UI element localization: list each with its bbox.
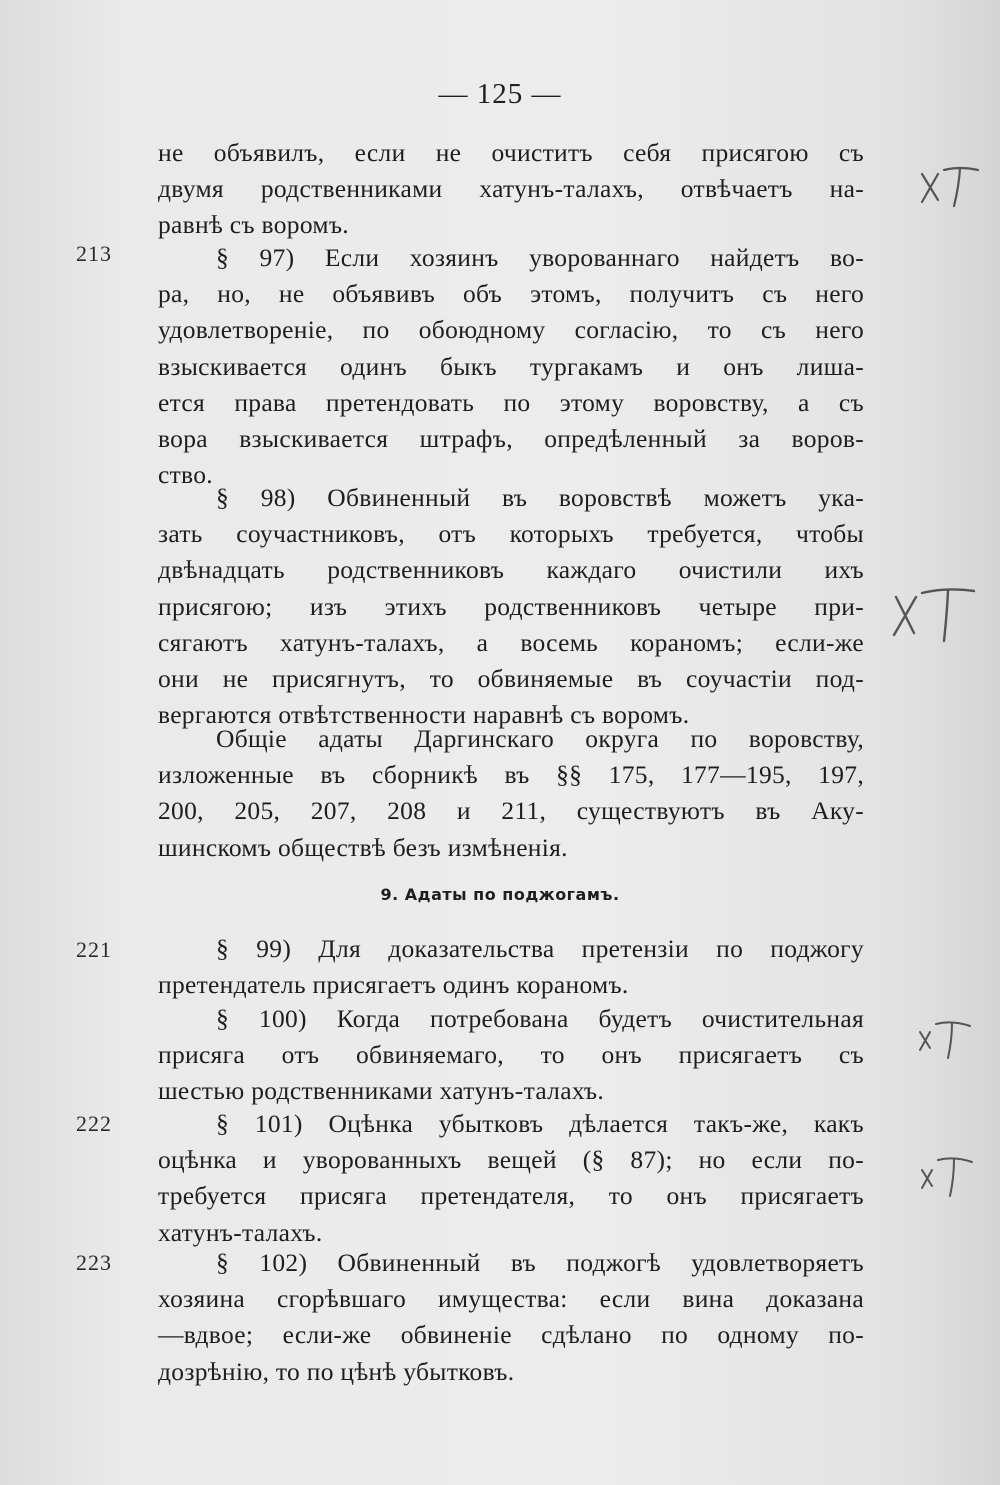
paragraph-general-adats — [158, 721, 864, 866]
text-line: они не присягнутъ, то обвиняемые въ соучастіи под- — [158, 664, 864, 694]
text-line: § 98) Обвиненный въ воровствѣ можетъ ука- — [216, 483, 864, 512]
handwritten-annotation — [918, 1152, 978, 1200]
text-line: вергаются отвѣтственности наравнѣ съ воромъ. — [158, 700, 690, 730]
section-heading: 9. Адаты по поджогамъ. — [380, 885, 620, 904]
text-line: шинскомъ обществѣ безъ измѣненія. — [158, 832, 568, 862]
text-line: ется права претендовать по этому воровству, а съ — [158, 387, 864, 417]
text-line: § 102) Обвиненный въ поджогѣ удовлетворяетъ — [216, 1248, 864, 1277]
text-line: хозяина сгорѣвшаго имущества: если вина доказана — [158, 1284, 864, 1314]
text-line: шестью родственниками хатунъ-талахъ. — [158, 1076, 605, 1106]
text-line: удовлетвореніе, по обоюдному согласію, то съ него — [158, 315, 864, 345]
paragraph-97 — [158, 240, 864, 493]
text-line: изложенные въ сборникѣ въ §§ 175, 177—195, 197, — [158, 760, 864, 790]
text-line: —вдвое; если-же обвиненіе сдѣлано по одному по- — [158, 1320, 864, 1350]
text-line: зать соучастниковъ, отъ которыхъ требуется, чтобы — [158, 519, 864, 549]
text-line: хатунъ-талахъ. — [158, 1217, 323, 1247]
text-line: ра, но, не объявивъ объ этомъ, получитъ съ него — [158, 279, 864, 309]
paragraph-99 — [158, 931, 864, 1003]
text-line: § 100) Когда потребована будетъ очистительная — [216, 1004, 864, 1033]
text-line: присяга отъ обвиняемаго, то онъ присягаетъ съ — [158, 1040, 864, 1070]
text-line: двумя родственниками хатунъ-талахъ, отвѣчаетъ на- — [158, 174, 864, 204]
paragraph-100 — [158, 1001, 864, 1110]
handwritten-annotation — [918, 160, 980, 210]
paragraph-101 — [158, 1106, 864, 1251]
text-line: § 97) Если хозяинъ уворованнаго найдетъ во- — [216, 243, 864, 272]
text-line: 200, 205, 207, 208 и 211, существуютъ въ Аку- — [158, 796, 864, 826]
text-line: присягою; изъ этихъ родственниковъ четыре при- — [158, 591, 864, 621]
text-line: требуется присяга претендателя, то онъ присягаетъ — [158, 1181, 864, 1211]
paragraph-98 — [158, 480, 864, 733]
text-line: § 101) Оцѣнка убытковъ дѣлается такъ-же, какъ — [216, 1109, 864, 1138]
paragraph-continuation — [158, 135, 864, 244]
text-line: претендатель присягаетъ одинъ кораномъ. — [158, 970, 629, 1000]
text-line: взыскивается одинъ быкъ тургакамъ и онъ лиша- — [158, 351, 864, 381]
paragraph-102 — [158, 1245, 864, 1390]
margin-number: 221 — [76, 937, 112, 962]
text-line: сягаютъ хатунъ-талахъ, а восемь кораномъ; если-же — [158, 627, 864, 657]
text-line: ство. — [158, 460, 213, 490]
margin-number: 223 — [76, 1250, 112, 1275]
text-line: равнѣ съ воромъ. — [158, 210, 349, 240]
text-line: дозрѣнію, то по цѣнѣ убытковъ. — [158, 1356, 515, 1386]
margin-number: 213 — [76, 241, 112, 266]
text-line: вора взыскивается штрафъ, опредѣленный за воров- — [158, 424, 864, 454]
text-line: не объявилъ, если не очиститъ себя присягою съ — [158, 138, 864, 167]
page-number: — 125 — — [438, 78, 562, 110]
text-line: Общіе адаты Даргинскаго округа по воровству, — [216, 724, 864, 753]
text-line: двѣнадцать родственниковъ каждаго очистили ихъ — [158, 555, 864, 585]
margin-number: 222 — [76, 1111, 112, 1136]
text-line: § 99) Для доказательства претензіи по поджогу — [216, 934, 864, 963]
text-line: оцѣнка и уворованныхъ вещей (§ 87); но если по- — [158, 1145, 864, 1175]
handwritten-annotation — [890, 585, 980, 645]
handwritten-annotation — [916, 1016, 976, 1060]
